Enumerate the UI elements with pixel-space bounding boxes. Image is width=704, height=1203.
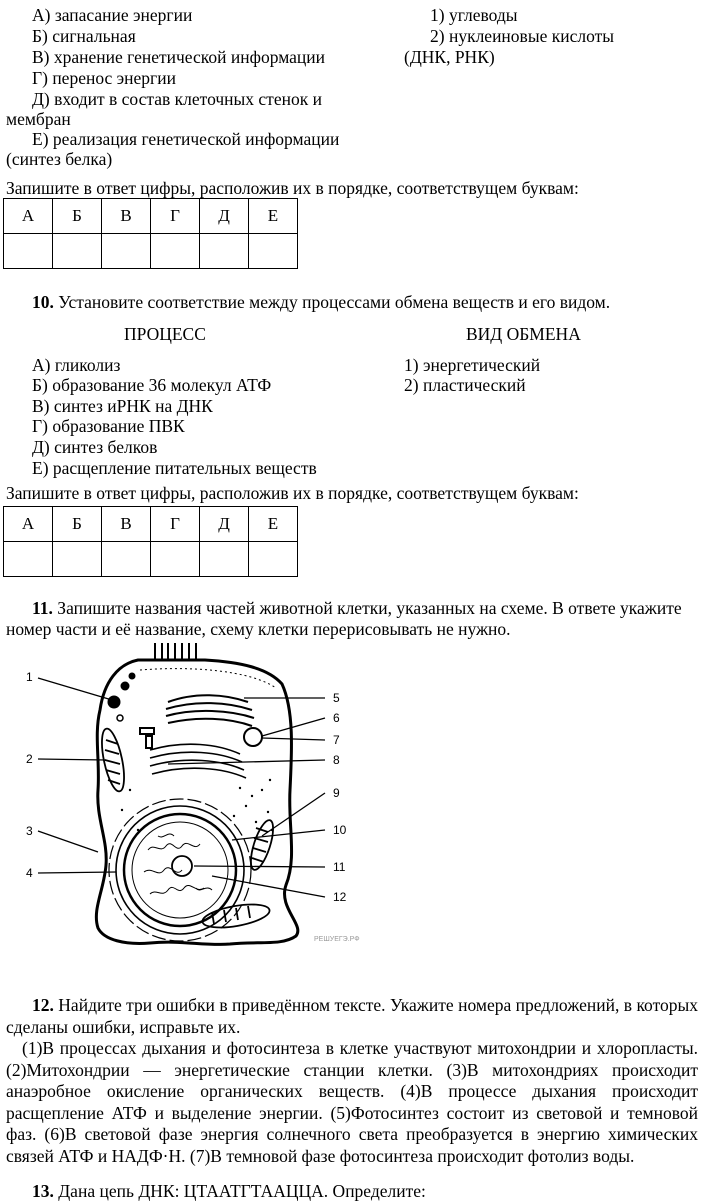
q10-process-g: Г) образование ПВК [32,416,185,436]
q11-prompt-line2: номер части и её название, схему клетки перерисовывать не нужно. [6,619,511,639]
label-11: 11 [333,860,346,874]
q9-letter-e: Е [249,199,298,234]
q11-prompt-line1 [32,598,682,618]
q10-number: 10. [32,292,54,312]
q10-prompt [32,292,610,312]
nucleus [109,799,251,941]
q11-number: 11. [32,598,53,618]
q9-function-a: А) запасание энергии [32,5,193,25]
golgi-apparatus [166,695,254,726]
q13-prompt [32,1181,426,1201]
q9-function-g: Г) перенос энергии [32,68,176,88]
label-7: 7 [333,733,340,747]
q9-function-b: Б) сигнальная [32,26,136,46]
q10-answer-cell-d[interactable] [200,542,249,577]
ribosomes-cytoplasm [121,779,273,831]
label-12: 12 [333,890,347,904]
q10-letter-g: Г [151,507,200,542]
label-10: 10 [333,823,347,837]
q10-answer-table [3,506,298,577]
q10-letter-a: А [4,507,53,542]
q9-substance-2: 2) нуклеиновые кислоты [430,26,615,46]
label-4: 4 [26,866,33,880]
q9-letter-g: Г [151,199,200,234]
q10-col2-header: ВИД ОБМЕНА [466,324,581,344]
label-8: 8 [333,753,340,767]
q11-text-line1: Запишите названия частей животной клетки, указанных на схеме. В ответе укажите [57,598,682,618]
q10-process-d: Д) синтез белков [32,437,158,457]
q9-answer-cell-b[interactable] [53,234,102,269]
q9-letter-d: Д [200,199,249,234]
q10-answer-cell-v[interactable] [102,542,151,577]
q10-process-a: А) гликолиз [32,355,121,375]
q10-answer-cell-b[interactable] [53,542,102,577]
q9-function-e: Е) реализация генетической информации [32,129,340,149]
q9-answer-cell-d[interactable] [200,234,249,269]
q9-letter-b: Б [53,199,102,234]
q12-intro [6,995,698,1038]
animal-cell-diagram [0,640,704,960]
q9-substance-2-cont: (ДНК, РНК) [404,47,495,67]
q9-instruction: Запишите в ответ цифры, расположив их в порядке, соответствущем буквам: [6,178,579,198]
q9-function-e-cont: (синтез белка) [6,149,113,169]
microvilli [155,643,196,660]
q9-function-d: Д) входит в состав клеточных стенок и [32,89,322,109]
q10-text: Установите соответствие между процессами обмена веществ и его видом. [58,292,611,312]
q10-process-b: Б) образование 36 молекул АТФ [32,375,272,395]
label-5: 5 [333,691,340,705]
nucleolus [172,856,192,876]
label-1: 1 [26,670,33,684]
q9-letter-v: В [102,199,151,234]
q9-answer-cell-a[interactable] [4,234,53,269]
q9-answer-table [3,198,298,269]
q9-answer-cell-g[interactable] [151,234,200,269]
label-6: 6 [333,711,340,725]
chromatin [144,834,212,894]
q9-substance-1: 1) углеводы [430,5,518,25]
vesicles [108,673,135,721]
q10-type-1: 1) энергетический [404,355,541,375]
q13-text: Дана цепь ДНК: ЦТААТГТААЦЦА. Определите: [58,1181,426,1201]
q13-number: 13. [32,1181,54,1201]
q10-instruction: Запишите в ответ цифры, расположив их в порядке, соответствущем буквам: [6,483,579,503]
q9-function-d-cont: мембран [6,109,71,129]
q9-letter-a: А [4,199,53,234]
q10-letter-v: В [102,507,151,542]
q12-number: 12. [32,995,54,1015]
q12-body-text: (1)В процессах дыхания и фотосинтеза в клетке участвуют митохондрии и хлоропласты. (2)Митохондрии — энергетические станции клетки. (3)В митохондриях происходит анаэробное окисление органических веществ. (4)В процессе дыхания происходит расщепление АТФ и выделение энергии. (5)Фотосинтез состоит из световой и темновой фаз. (6)В световой фазе энергия солнечного света преобразуется в энергию химических связей АТФ и НАДФ·Н. (7)В темновой фазе фотосинтеза происходит фотолиз воды. [6,1038,698,1166]
q10-answer-cell-a[interactable] [4,542,53,577]
q10-answer-cell-g[interactable] [151,542,200,577]
label-9: 9 [333,786,340,800]
label-3: 3 [26,824,33,838]
q10-letter-b: Б [53,507,102,542]
vacuole [244,728,262,746]
leader-lines [38,678,325,897]
q10-process-v: В) синтез иРНК на ДНК [32,396,213,416]
endoplasmic-reticulum [150,744,246,778]
watermark: РЕШУЕГЭ.РФ [314,936,360,943]
label-2: 2 [26,752,33,766]
q12-intro-text: Найдите три ошибки в приведённом тексте. Укажите номера предложений, в которых сделаны ошибки, исправьте их. [6,995,698,1037]
q10-letter-d: Д [200,507,249,542]
q10-letter-e: Е [249,507,298,542]
q10-answer-cell-e[interactable] [249,542,298,577]
q9-answer-cell-v[interactable] [102,234,151,269]
q10-type-2: 2) пластический [404,375,526,395]
q10-col1-header: ПРОЦЕСС [124,324,206,344]
q9-function-v: В) хранение генетической информации [32,47,326,67]
q10-process-e: Е) расщепление питательных веществ [32,458,317,478]
q9-answer-cell-e[interactable] [249,234,298,269]
centrioles [140,728,154,748]
